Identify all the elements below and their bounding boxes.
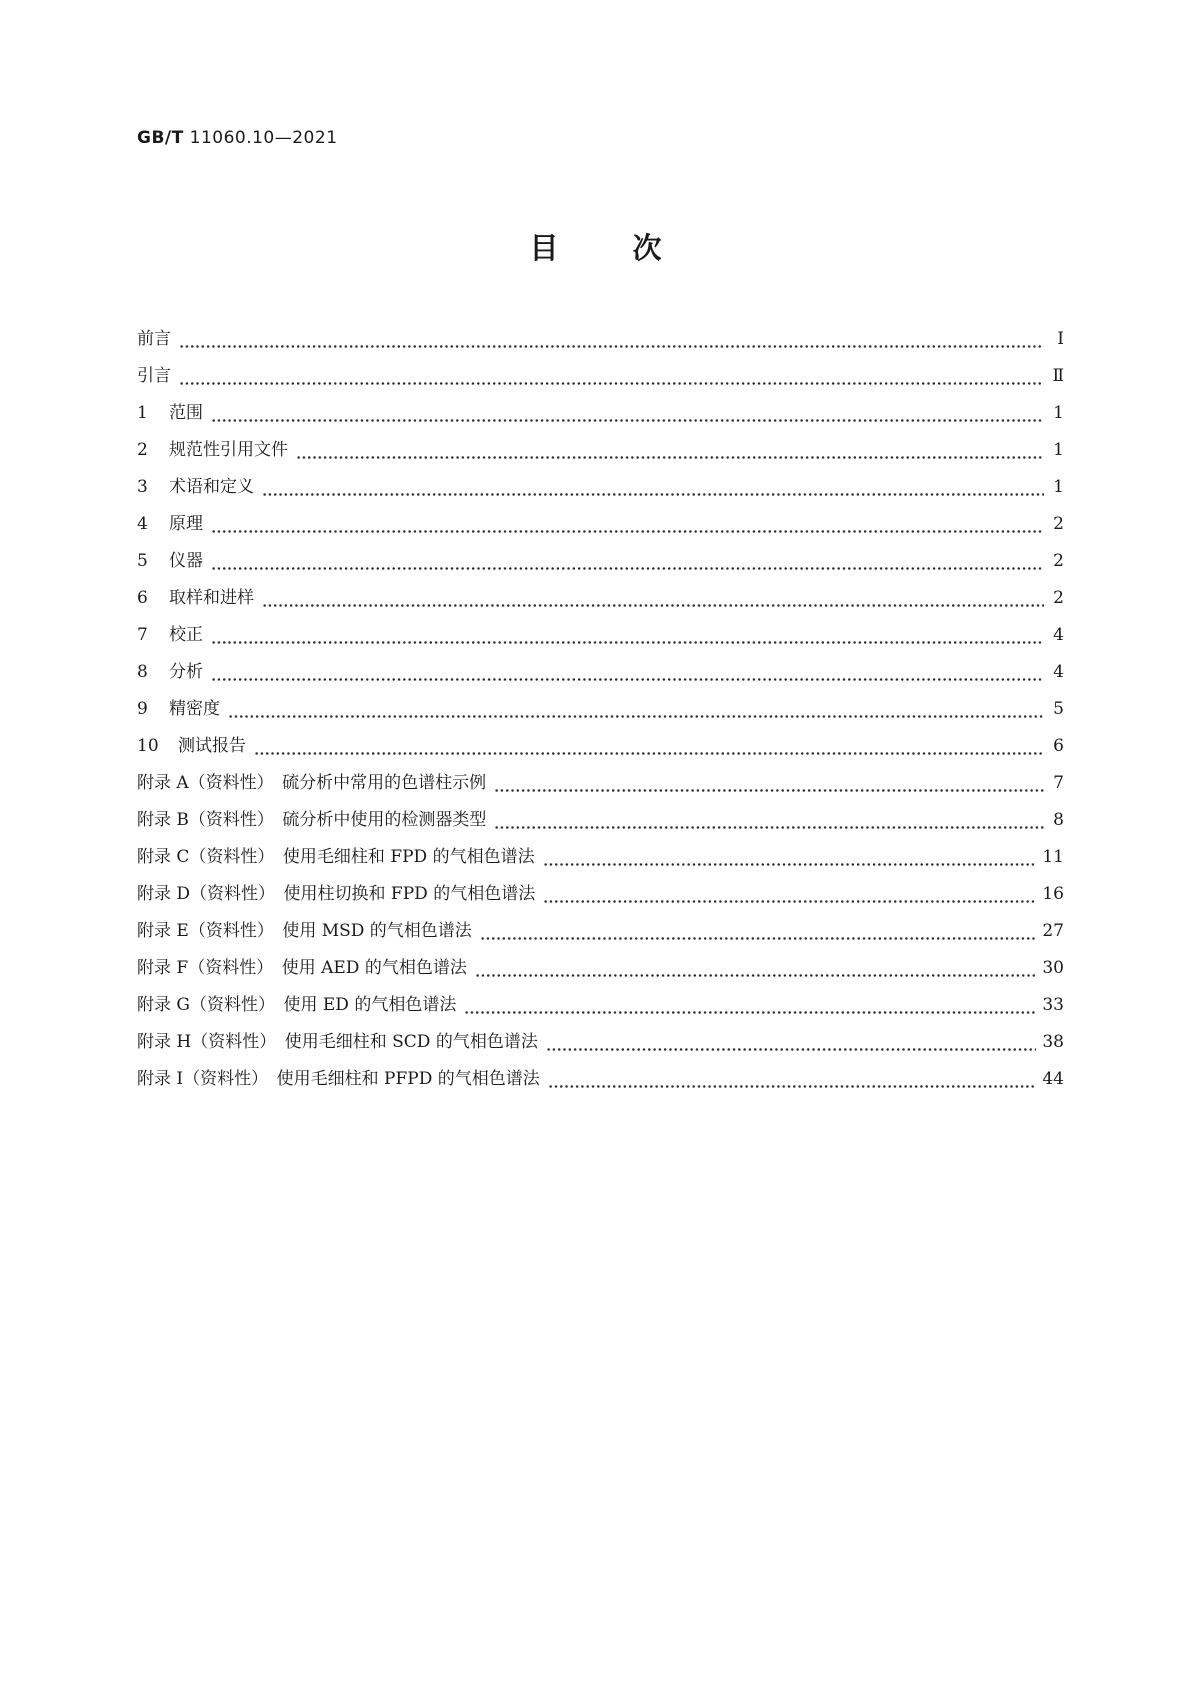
table-of-contents (137, 328, 1064, 1105)
toc-entry-page: 2 (1053, 551, 1064, 571)
toc-entry-page: 27 (1042, 921, 1064, 941)
toc-entry-number: 7 (137, 625, 148, 645)
dot-leader (548, 1084, 1037, 1089)
toc-entry-label (137, 328, 177, 350)
dot-leader (179, 344, 1044, 349)
toc-entry-title: 分析 (169, 662, 203, 682)
dot-leader (494, 825, 1044, 830)
toc-entry[interactable] (137, 550, 1064, 587)
toc-entry-page: 2 (1053, 514, 1064, 534)
toc-entry[interactable] (137, 735, 1064, 772)
toc-entry-number: 8 (137, 662, 148, 682)
toc-entry[interactable] (137, 365, 1064, 402)
toc-entry[interactable] (137, 920, 1064, 957)
toc-entry-title: 附录 A（资料性） 硫分析中常用的色谱柱示例 (137, 773, 487, 793)
dot-leader (211, 529, 1044, 534)
toc-entry[interactable] (137, 772, 1064, 809)
dot-leader (254, 751, 1044, 756)
dot-leader (228, 714, 1044, 719)
toc-entry[interactable] (137, 439, 1064, 476)
dot-leader (464, 1010, 1036, 1015)
toc-entry[interactable] (137, 1068, 1064, 1105)
toc-entry-page: 16 (1042, 884, 1064, 904)
toc-entry-title: 仪器 (169, 551, 203, 571)
toc-entry[interactable] (137, 513, 1064, 550)
toc-entry-title: 规范性引用文件 (169, 440, 288, 460)
toc-entry[interactable] (137, 698, 1064, 735)
toc-entry-title: 引言 (137, 366, 171, 386)
dot-leader (546, 1047, 1037, 1052)
standard-code-prefix: GB/T (137, 128, 184, 148)
toc-entry-page: Ⅱ (1052, 366, 1064, 386)
toc-entry-number: 5 (137, 551, 148, 571)
toc-entry-page: 5 (1053, 699, 1064, 719)
toc-entry-label (137, 957, 473, 979)
toc-entry-number: 9 (137, 699, 148, 719)
toc-entry-label (137, 476, 260, 498)
toc-entry-title: 附录 F（资料性） 使用 AED 的气相色谱法 (137, 958, 467, 978)
toc-entry-label (137, 1031, 544, 1053)
dot-leader (179, 381, 1044, 386)
toc-entry-label (137, 587, 260, 609)
toc-entry-title: 附录 I（资料性） 使用毛细柱和 PFPD 的气相色谱法 (137, 1069, 540, 1089)
standard-code-number: 11060.10—2021 (189, 128, 338, 148)
toc-entry-page: 7 (1053, 773, 1064, 793)
toc-entry-page: 38 (1042, 1032, 1064, 1052)
toc-entry[interactable] (137, 476, 1064, 513)
toc-entry-page: 30 (1042, 958, 1064, 978)
dot-leader (262, 603, 1044, 608)
toc-entry-title: 范围 (169, 403, 203, 423)
toc-entry[interactable] (137, 402, 1064, 439)
toc-entry-label (137, 402, 209, 424)
toc-entry-page: 4 (1053, 662, 1064, 682)
toc-entry-number: 2 (137, 440, 148, 460)
toc-entry[interactable] (137, 328, 1064, 365)
toc-entry-title: 取样和进样 (169, 588, 254, 608)
toc-entry[interactable] (137, 994, 1064, 1031)
dot-leader (211, 677, 1044, 682)
toc-entry[interactable] (137, 957, 1064, 994)
dot-leader (211, 566, 1044, 571)
dot-leader (475, 973, 1037, 978)
toc-entry-title: 附录 B（资料性） 硫分析中使用的检测器类型 (137, 810, 487, 830)
toc-entry-label (137, 1068, 546, 1090)
toc-entry[interactable] (137, 846, 1064, 883)
toc-entry-page: 1 (1053, 440, 1064, 460)
toc-entry-label (137, 513, 209, 535)
toc-entry-page: 2 (1053, 588, 1064, 608)
toc-entry-number: 10 (137, 736, 159, 756)
toc-entry-page: 4 (1053, 625, 1064, 645)
toc-entry-label (137, 920, 478, 942)
toc-entry-page: 1 (1053, 477, 1064, 497)
toc-entry-title: 附录 D（资料性） 使用柱切换和 FPD 的气相色谱法 (137, 884, 536, 904)
toc-entry-label (137, 698, 226, 720)
toc-entry-number: 4 (137, 514, 148, 534)
toc-entry[interactable] (137, 661, 1064, 698)
toc-entry[interactable] (137, 809, 1064, 846)
toc-entry[interactable] (137, 883, 1064, 920)
dot-leader (494, 788, 1044, 793)
toc-entry-label (137, 439, 294, 461)
toc-entry-page: Ⅰ (1057, 329, 1064, 349)
dot-leader (262, 492, 1044, 497)
dot-leader (543, 862, 1037, 867)
toc-entry-title: 校正 (169, 625, 203, 645)
toc-entry-label (137, 772, 492, 794)
toc-entry-page: 8 (1053, 810, 1064, 830)
toc-entry-title: 附录 H（资料性） 使用毛细柱和 SCD 的气相色谱法 (137, 1032, 538, 1052)
dot-leader (480, 936, 1037, 941)
toc-entry-number: 1 (137, 403, 148, 423)
toc-entry-label (137, 550, 209, 572)
toc-entry-title: 术语和定义 (169, 477, 254, 497)
toc-entry-label (137, 846, 541, 868)
standard-code (137, 128, 338, 148)
toc-entry-label (137, 735, 252, 757)
toc-entry-label (137, 365, 177, 387)
page-title: 目次 (529, 231, 736, 265)
toc-entry-label (137, 994, 462, 1016)
toc-entry-page: 44 (1042, 1069, 1064, 1089)
dot-leader (211, 418, 1044, 423)
toc-entry-title: 测试报告 (178, 736, 246, 756)
toc-entry-page: 6 (1053, 736, 1064, 756)
dot-leader (543, 899, 1036, 904)
toc-entry[interactable] (137, 587, 1064, 624)
toc-entry-label (137, 624, 209, 646)
toc-entry-title: 附录 E（资料性） 使用 MSD 的气相色谱法 (137, 921, 472, 941)
toc-entry-number: 6 (137, 588, 148, 608)
toc-entry-page: 33 (1042, 995, 1064, 1015)
toc-entry-label (137, 809, 492, 831)
toc-entry[interactable] (137, 1031, 1064, 1068)
dot-leader (296, 455, 1044, 460)
toc-entry-number: 3 (137, 477, 148, 497)
dot-leader (211, 640, 1044, 645)
toc-entry-label (137, 883, 541, 905)
toc-entry-page: 11 (1042, 847, 1064, 867)
toc-entry-title: 原理 (169, 514, 203, 534)
toc-entry-title: 附录 C（资料性） 使用毛细柱和 FPD 的气相色谱法 (137, 847, 535, 867)
toc-entry-title: 附录 G（资料性） 使用 ED 的气相色谱法 (137, 995, 457, 1015)
toc-entry-label (137, 661, 209, 683)
toc-entry-page: 1 (1053, 403, 1064, 423)
toc-entry[interactable] (137, 624, 1064, 661)
toc-entry-title: 前言 (137, 329, 171, 349)
toc-entry-title: 精密度 (169, 699, 220, 719)
